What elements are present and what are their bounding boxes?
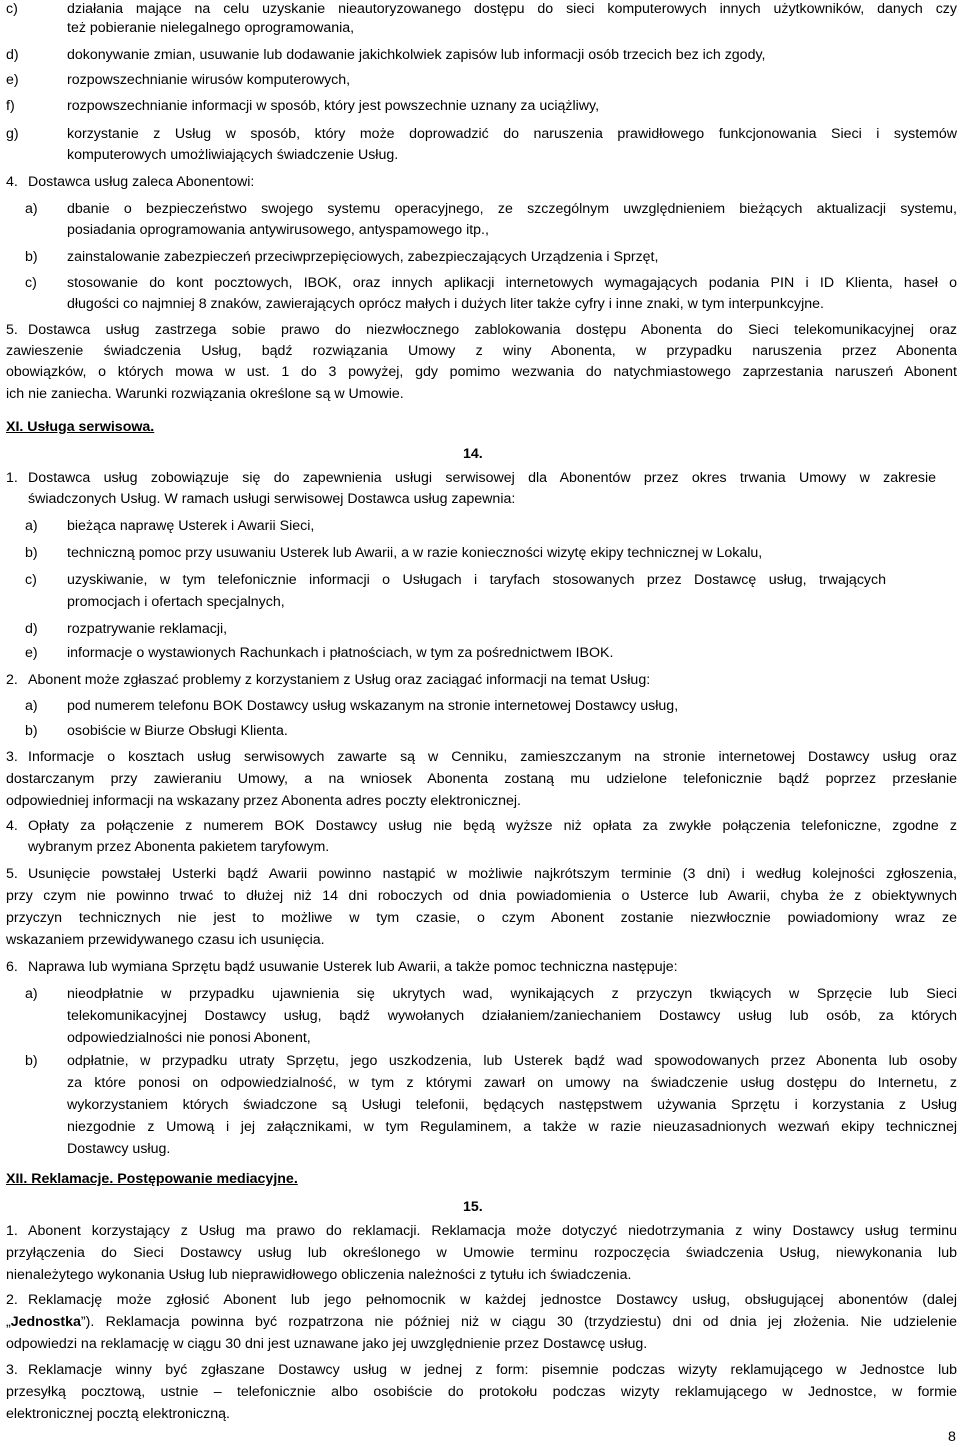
text-line: osobiście w Biurze Obsługi Klienta. xyxy=(67,723,288,739)
text-line: Reklamację może zgłosić Abonent lub jego pełnomocnik w każdej jednostce Dostawcy usług, obsługującej abonentów (dalej xyxy=(28,1292,957,1308)
list-label: 3. xyxy=(6,1362,18,1378)
list-label: 1. xyxy=(6,470,18,486)
section-number: 15. xyxy=(463,1199,483,1215)
text-line: działania mające na celu uzyskanie nieautoryzowanego dostępu do sieci komputerowych innych użytkowników, danych czy xyxy=(67,1,957,17)
text-line: Naprawa lub wymiana Sprzętu bądź usuwanie Usterek lub Awarii, a także pomoc techniczna następuje: xyxy=(28,959,678,975)
list-label: e) xyxy=(6,72,19,88)
text-line: wykorzystaniem których świadczone są Usługi telefonii, będących następstwem używania Sprzętu i korzystania z Usług xyxy=(67,1097,957,1113)
text-line: Abonent może zgłaszać problemy z korzystaniem z Usług oraz zaciągać informacji na temat Usług: xyxy=(28,672,651,688)
text-line: stosowanie do kont pocztowych, IBOK, oraz innych aplikacji internetowych wymagających podania PIN i ID Klienta, haseł o xyxy=(67,275,957,291)
text-line: elektronicznej pocztą elektroniczną. xyxy=(6,1406,230,1422)
text-line: obowiązków, o których mowa w ust. 1 do 3 powyżej, gdy pomimo wezwania do natychmiastowego zaprzestania naruszeń Abonent xyxy=(6,364,957,380)
list-label: b) xyxy=(25,545,38,561)
text-line: odpowiedniej informacji na wskazany przez Abonenta adres poczty elektronicznej. xyxy=(6,793,521,809)
list-label: e) xyxy=(25,645,38,661)
section-heading: XII. Reklamacje. Postępowanie mediacyjne. xyxy=(6,1171,298,1187)
section-number: 14. xyxy=(463,446,483,462)
list-label: 6. xyxy=(6,959,18,975)
text-line: promocjach i ofertach specjalnych, xyxy=(67,594,285,610)
text-line: wybranym przez Abonenta pakietem taryfowym. xyxy=(28,839,330,855)
text-line: przyczyn technicznych nie jest to możliwe w tym czasie, o czym Abonent zostanie niezwłocznie powiadomiony wraz ze xyxy=(6,910,957,926)
section-heading: XI. Usługa serwisowa. xyxy=(6,419,155,435)
text-line: posiadania oprogramowania antywirusowego, antyspamowego itp., xyxy=(67,222,489,238)
text-line: komputerowych umożliwiających świadczenie Usług. xyxy=(67,147,399,163)
list-label: c) xyxy=(6,1,18,17)
text-line: dokonywanie zmian, usuwanie lub dodawanie jakichkolwiek zapisów lub informacji osób trzecich bez ich zgody, xyxy=(67,47,766,63)
list-label: c) xyxy=(25,275,37,291)
list-label: 2. xyxy=(6,672,18,688)
text-line: przyłączenia do Sieci Dostawcy usług lub określonego w Umowie terminu rozpoczęcia świadczenia Usług, niewykonania lub xyxy=(6,1245,957,1261)
text-line: przy czym nie powinno trwać to dłużej niż 14 dni roboczych od dnia powiadomienia o Usterce lub Awarii, chyba że z obiektywnych xyxy=(6,888,957,904)
list-label: 3. xyxy=(6,749,18,765)
document-page xyxy=(6,0,957,1447)
text-line: też pobieranie nielegalnego oprogramowania, xyxy=(67,20,355,36)
list-label: b) xyxy=(25,723,38,739)
text-line: rozpowszechnianie wirusów komputerowych, xyxy=(67,72,351,88)
text-line: zawieszenie świadczenia Usług, bądź rozwiązania Umowy z winy Abonenta, w przypadku naruszenia przez Abonenta xyxy=(6,343,957,359)
text-line: uzyskiwanie, w tym telefonicznie informacji o Usługach i taryfach stosowanych przez Dostawcę usług, trwających xyxy=(67,572,886,588)
defined-term: Jednostka xyxy=(10,1314,81,1330)
text-line: Dostawca usług zastrzega sobie prawo do niezwłocznego zablokowania dostępu Abonenta do Sieci telekomunikacyjnej oraz xyxy=(28,322,957,338)
text-line: korzystanie z Usług w sposób, który może doprowadzić do naruszenia prawidłowego funkcjonowania Sieci i systemów xyxy=(67,126,957,142)
list-label: f) xyxy=(6,98,15,114)
text-line: dostarczanym przy zawieraniu Umowy, a na wniosek Abonenta zostaną mu udzielone telefonicznie bądź poprzez przesłanie xyxy=(6,771,957,787)
text-line: Dostawca usług zobowiązuje się do zapewnienia usługi serwisowej dla Abonentów przez okres trwania Umowy w zakresie xyxy=(28,470,936,486)
list-label: a) xyxy=(25,698,38,714)
list-label: c) xyxy=(25,572,37,588)
list-label: d) xyxy=(25,621,38,637)
list-label: 5. xyxy=(6,322,18,338)
list-label: a) xyxy=(25,518,38,534)
list-label: a) xyxy=(25,201,38,217)
text-line: ich nie zaniecha. Warunki rozwiązania określone są w Umowie. xyxy=(6,386,404,402)
text-line: Abonent korzystający z Usług ma prawo do reklamacji. Reklamacja może dotyczyć niedotrzymania z winy Dostawcy usług terminu xyxy=(28,1223,957,1239)
text-line: odpowiedzialności nie ponosi Abonent, xyxy=(67,1030,311,1046)
text-line: odpłatnie, w przypadku utraty Sprzętu, jego uszkodzenia, lub Usterek bądź wad spowodowanych przez Abonenta lub osoby xyxy=(67,1053,957,1069)
list-label: g) xyxy=(6,126,19,142)
list-label: a) xyxy=(25,986,38,1002)
list-label: 4. xyxy=(6,174,18,190)
text-line: nieodpłatnie w przypadku ujawnienia się ukrytych wad, wynikających z przyczyn tkwiących w Sprzęcie lub Sieci xyxy=(67,986,957,1002)
text-line: świadczonych Usług. W ramach usługi serwisowej Dostawca usług zapewnia: xyxy=(28,491,516,507)
text-line: niezgodnie z Umową i jej załącznikami, w tym Regulaminem, a także w razie nieuzasadnionych wezwań ekipy technicznej xyxy=(67,1119,957,1135)
text-line: wskazaniem przewidywanego czasu ich usunięcia. xyxy=(6,932,325,948)
list-label: b) xyxy=(25,1053,38,1069)
text-line: zainstalowanie zabezpieczeń przeciwprzepięciowych, zabezpieczających Urządzenia i Sprzęt, xyxy=(67,249,659,265)
text-line: telekomunikacyjnej Dostawcy usług, bądź wywołanych działaniem/zaniechaniem Dostawcy usług lub osób, za których xyxy=(67,1008,957,1024)
list-label: b) xyxy=(25,249,38,265)
list-label: d) xyxy=(6,47,19,63)
text-line: bieżąca naprawę Usterek i Awarii Sieci, xyxy=(67,518,315,534)
text-line: odpowiedzi na reklamację w ciągu 30 dni jest uznawane jako jej uwzględnienie przez Dostawcę usług. xyxy=(6,1336,648,1352)
text-line: Dostawca usług zaleca Abonentowi: xyxy=(28,174,255,190)
list-label: 2. xyxy=(6,1292,18,1308)
text-line: Reklamacje winny być zgłaszane Dostawcy usług w jednej z form: pisemnie podczas wizyty reklamującego w Jednostce lub xyxy=(28,1362,957,1378)
text-line: rozpatrywanie reklamacji, xyxy=(67,621,228,637)
page-number: 8 xyxy=(948,1429,956,1445)
text-line: nienależytego wykonania Usług lub nieprawidłowego obliczenia należności z tytułu ich świadczenia. xyxy=(6,1267,632,1283)
text-line: dbanie o bezpieczeństwo swojego systemu operacyjnego, ze szczególnym uwzględnieniem bieżących aktualizacji systemu, xyxy=(67,201,957,217)
text-line: długości co najmniej 8 znaków, zawierających oprócz małych i dużych liter także cyfry i inne znaki, w tym interpunkcyjne. xyxy=(67,296,824,312)
text-line: pod numerem telefonu BOK Dostawcy usług wskazanym na stronie internetowej Dostawcy usług, xyxy=(67,698,679,714)
text-line: Informacje o kosztach usług serwisowych zawarte są w Cenniku, zamieszczanym na stronie internetowej Dostawcy usług oraz xyxy=(28,749,957,765)
text-line: „Jednostka”). Reklamacja powinna być rozpatrzona nie później niż w ciągu 30 (trzydziestu) dni od dnia jej złożenia. Nie udzielenie xyxy=(6,1314,957,1330)
text-line: Usunięcie powstałej Usterki bądź Awarii powinno nastąpić w możliwie najkrótszym terminie (3 dni) i według kolejności zgłoszenia, xyxy=(28,866,957,882)
list-label: 5. xyxy=(6,866,18,882)
text-line: za które ponosi on odpowiedzialność, w tym z którymi zawarł on umowy na świadczenie usług dostępu do Internetu, z xyxy=(67,1075,957,1091)
list-label: 4. xyxy=(6,818,18,834)
text-line: rozpowszechnianie informacji w sposób, który jest powszechnie uznany za uciążliwy, xyxy=(67,98,600,114)
text-line: Opłaty za połączenie z numerem BOK Dostawcy usług nie będą wyższe niż opłata za zwykłe połączenia telefoniczne, zgodne z xyxy=(28,818,957,834)
text-line: informacje o wystawionych Rachunkach i płatnościach, w tym za pośrednictwem IBOK. xyxy=(67,645,614,661)
text-line: Dostawcy usług. xyxy=(67,1141,171,1157)
list-label: 1. xyxy=(6,1223,18,1239)
text-line: przesyłką pocztową, ustnie – telefonicznie albo osobiście do protokołu podczas wizyty reklamującego w Jednostce, w formie xyxy=(6,1384,957,1400)
text-line: techniczną pomoc przy usuwaniu Usterek lub Awarii, a w razie konieczności wizytę ekipy technicznej w Lokalu, xyxy=(67,545,763,561)
